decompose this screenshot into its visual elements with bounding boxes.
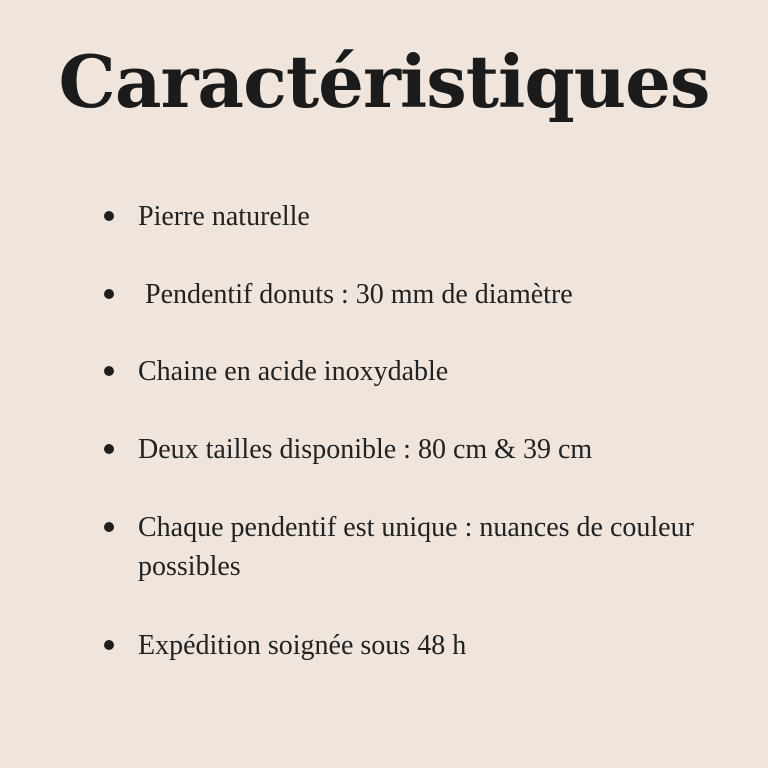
list-item	[104, 626, 704, 665]
bullet-icon	[104, 211, 114, 221]
list-item	[104, 430, 704, 469]
bullet-icon	[104, 366, 114, 376]
bullet-icon	[104, 640, 114, 650]
bullet-icon	[104, 444, 114, 454]
list-item	[104, 197, 704, 236]
list-item-text: Pierre naturelle	[138, 201, 310, 232]
bullet-icon	[104, 289, 114, 299]
bullet-icon	[104, 522, 114, 532]
page-title: Caractéristiques	[58, 39, 710, 124]
list-item	[104, 508, 704, 586]
list-item-text: Chaque pendentif est unique : nuances de couleur possibles	[138, 512, 694, 582]
list-item-text: Pendentif donuts : 30 mm de diamètre	[145, 279, 573, 310]
list-item	[104, 352, 704, 391]
list-item-text: Expédition soignée sous 48 h	[138, 630, 467, 661]
list-item-text: Deux tailles disponible : 80 cm & 39 cm	[138, 434, 593, 465]
list-item-text: Chaine en acide inoxydable	[138, 356, 449, 387]
list-item	[104, 275, 704, 314]
